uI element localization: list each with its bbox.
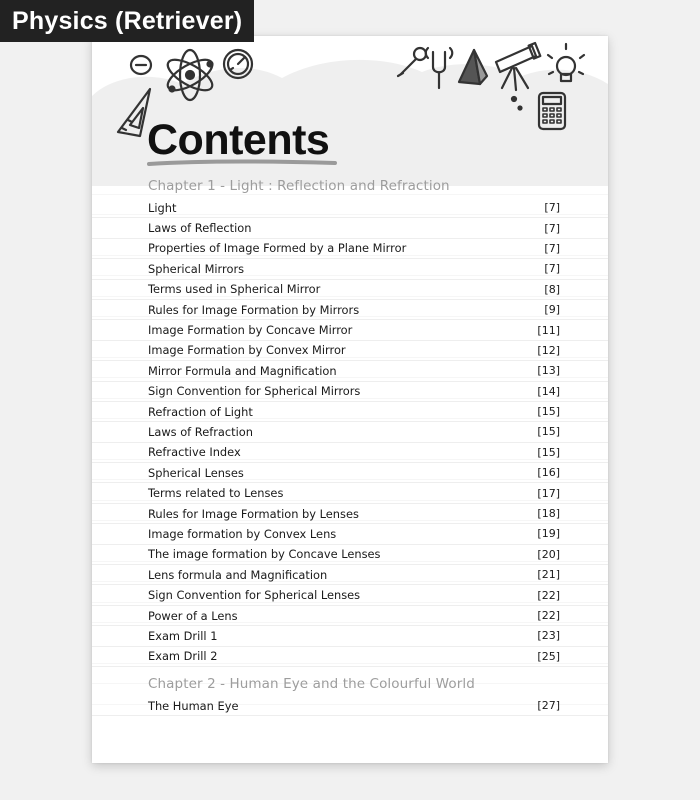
toc-entry-page-number: [21] <box>537 568 560 582</box>
toc-entry-page-number: [19] <box>537 527 560 541</box>
toc-entry-title: Exam Drill 1 <box>148 628 218 643</box>
toc-entry[interactable] <box>92 300 608 320</box>
toc-entry-page-number: [22] <box>537 588 560 602</box>
toc-entry-title: Properties of Image Formed by a Plane Mirror <box>148 241 407 256</box>
toc-entry[interactable] <box>92 483 608 503</box>
toc-entry[interactable] <box>92 218 608 238</box>
pyramid-icon <box>459 50 487 84</box>
toc-entry-title: The image formation by Concave Lenses <box>148 547 381 562</box>
toc-entry[interactable] <box>92 382 608 402</box>
toc-entry[interactable] <box>92 585 608 605</box>
toc-entry-page-number: [7] <box>544 262 560 276</box>
toc-entry-page-number: [14] <box>537 384 560 398</box>
toc-entry-title: Laws of Refraction <box>148 424 253 439</box>
toc-entry-title: Lens formula and Magnification <box>148 567 328 582</box>
toc-entry-title: Image Formation by Convex Mirror <box>148 343 346 358</box>
gauge-icon <box>224 50 252 78</box>
toc-entry[interactable] <box>92 565 608 585</box>
toc-entry-title: Exam Drill 2 <box>148 649 218 664</box>
toc-entry-page-number: [18] <box>537 507 560 521</box>
toc-entry[interactable] <box>92 259 608 279</box>
toc-entry-page-number: [9] <box>544 303 560 317</box>
toc-entry-title: Image formation by Convex Lens <box>148 526 337 541</box>
toc-entry-title: The Human Eye <box>148 698 239 713</box>
minus-circle-icon <box>131 56 151 74</box>
toc-entry[interactable] <box>92 239 608 259</box>
toc-entry-page-number: [15] <box>537 445 560 459</box>
toc-entry[interactable] <box>92 606 608 626</box>
toc-entry-page-number: [7] <box>544 201 560 215</box>
chapter-2-topics <box>92 696 608 716</box>
light-bulb-icon <box>548 44 584 81</box>
title-underline <box>147 159 337 167</box>
toc-entry-title: Spherical Mirrors <box>148 261 245 276</box>
toc-entry-page-number: [12] <box>537 343 560 357</box>
toc-entry[interactable] <box>92 280 608 300</box>
toc-entry[interactable] <box>92 402 608 422</box>
toc-entry-title: Sign Convention for Spherical Lenses <box>148 588 361 603</box>
page-title: Contents <box>147 116 330 164</box>
toc-entry[interactable] <box>92 463 608 483</box>
toc-entry[interactable] <box>92 341 608 361</box>
toc-entry-title: Rules for Image Formation by Lenses <box>148 506 359 521</box>
toc-entry-page-number: [7] <box>544 241 560 255</box>
toc-entry[interactable] <box>92 626 608 646</box>
toc-entry[interactable] <box>92 524 608 544</box>
contents-page <box>92 36 608 763</box>
set-square-icon <box>118 89 150 136</box>
toc-entry-title: Spherical Lenses <box>148 465 244 480</box>
toc-entry-page-number: [23] <box>537 629 560 643</box>
toc-entry-page-number: [17] <box>537 486 560 500</box>
toc-entry-page-number: [15] <box>537 425 560 439</box>
tuning-fork-icon <box>426 48 453 88</box>
toc-entry-title: Rules for Image Formation by Mirrors <box>148 302 360 317</box>
toc-entry-page-number: [20] <box>537 547 560 561</box>
toc-entry-title: Image Formation by Concave Mirror <box>148 323 353 338</box>
atom-icon <box>163 50 216 100</box>
toc-entry-title: Laws of Reflection <box>148 221 252 236</box>
toc-entry-page-number: [16] <box>537 466 560 480</box>
title-badge: Physics (Retriever) <box>0 0 254 42</box>
toc-entry-title: Mirror Formula and Magnification <box>148 363 337 378</box>
toc-entry-page-number: [22] <box>537 609 560 622</box>
toc-entry-page-number: [15] <box>537 405 560 419</box>
toc-entry[interactable] <box>92 320 608 340</box>
toc-entry-page-number: [27] <box>537 699 560 713</box>
telescope-icon <box>496 43 540 90</box>
chapter-heading: Chapter 2 - Human Eye and the Colourful World <box>148 675 475 692</box>
toc-entry-page-number: [8] <box>544 282 560 296</box>
chapter-1-topics <box>92 198 608 667</box>
toc-entry[interactable] <box>92 422 608 442</box>
toc-entry-page-number: [25] <box>537 649 560 663</box>
toc-entry-title: Power of a Lens <box>148 608 238 623</box>
toc-entry-page-number: [7] <box>544 221 560 235</box>
toc-entry-title: Terms related to Lenses <box>148 486 284 501</box>
toc-entry-title: Refractive Index <box>148 445 241 460</box>
toc-entry[interactable] <box>92 545 608 565</box>
toc-entry[interactable] <box>92 198 608 218</box>
table-of-contents <box>92 174 608 716</box>
toc-entry[interactable] <box>92 696 608 716</box>
toc-entry-title: Refraction of Light <box>148 404 253 419</box>
toc-entry-title: Light <box>148 200 177 215</box>
toc-entry-page-number: [11] <box>537 323 560 337</box>
toc-entry-title: Terms used in Spherical Mirror <box>148 282 321 297</box>
toc-entry[interactable] <box>92 443 608 463</box>
calculator-icon <box>512 93 565 129</box>
chapter-heading: Chapter 1 - Light : Reflection and Refraction <box>148 178 450 194</box>
microphone-icon <box>398 48 426 76</box>
toc-entry-page-number: [13] <box>537 364 560 378</box>
toc-entry[interactable] <box>92 647 608 667</box>
toc-entry-title: Sign Convention for Spherical Mirrors <box>148 384 361 399</box>
toc-entry[interactable] <box>92 361 608 381</box>
toc-entry[interactable] <box>92 504 608 524</box>
